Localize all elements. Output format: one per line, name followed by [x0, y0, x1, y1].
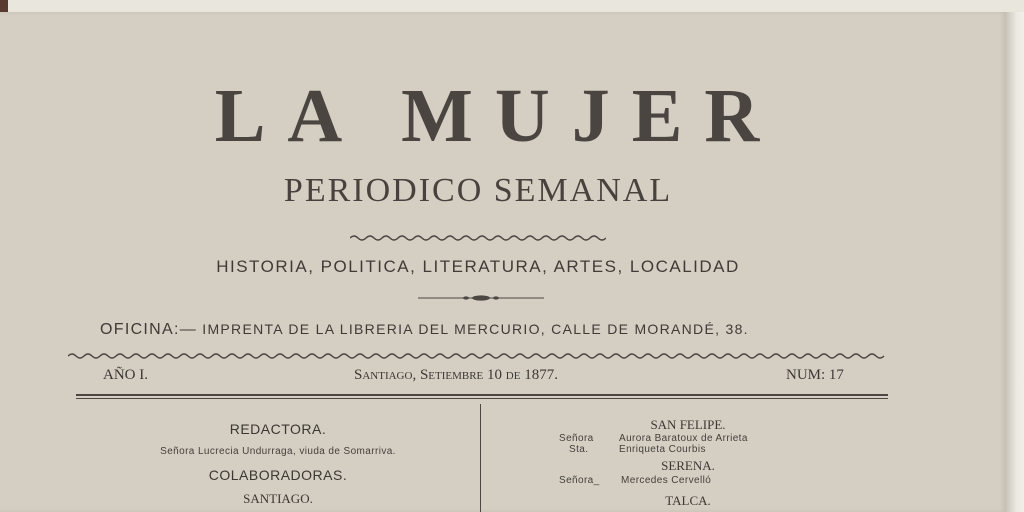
contributor-name: Aurora Baratoux de Arrieta — [619, 433, 748, 444]
editor-name: Señora Lucrecia Undurraga, viuda de Somarriva. — [160, 446, 396, 457]
double-rule-bottom — [76, 398, 888, 399]
page-edge — [1006, 12, 1024, 512]
ornament-divider — [418, 293, 544, 303]
contributor-title: Señora — [559, 433, 594, 444]
masthead-topics: HISTORIA, POLITICA, LITERATURA, ARTES, LOCALIDAD — [216, 257, 740, 276]
office-address-line — [100, 322, 749, 338]
contributor-title: Señora_ — [559, 475, 600, 486]
issue-number: NUM: 17 — [786, 367, 844, 383]
city-heading-san-felipe: SAN FELIPE. — [650, 417, 726, 432]
wavy-divider-bottom — [68, 351, 888, 361]
contributor-name: Enriqueta Courbis — [619, 444, 706, 455]
masthead-subtitle: PERIODICO SEMANAL — [283, 172, 673, 209]
office-address: IMPRENTA DE LA LIBRERIA DEL MERCURIO, CALLE DE MORANDÉ, 38. — [202, 321, 749, 337]
masthead-title: LA MUJER — [214, 74, 782, 158]
wavy-divider-top — [350, 233, 606, 243]
city-heading-santiago: SANTIAGO. — [243, 491, 313, 506]
column-divider — [480, 404, 481, 512]
contributor-name: Mercedes Cervelló — [621, 475, 712, 486]
city-heading-talca: TALCA. — [665, 493, 711, 508]
binding-corner — [0, 0, 8, 12]
contributor-title: Sta. — [569, 444, 589, 455]
contributors-heading: COLABORADORAS. — [208, 467, 348, 483]
issue-year: AÑO I. — [103, 367, 148, 383]
city-heading-serena: SERENA. — [661, 458, 715, 473]
office-label: OFICINA:— — [100, 321, 198, 338]
issue-place-date: Santiago, Setiembre 10 de 1877. — [354, 367, 558, 383]
editor-heading: REDACTORA. — [229, 421, 327, 437]
double-rule-top — [76, 394, 888, 396]
